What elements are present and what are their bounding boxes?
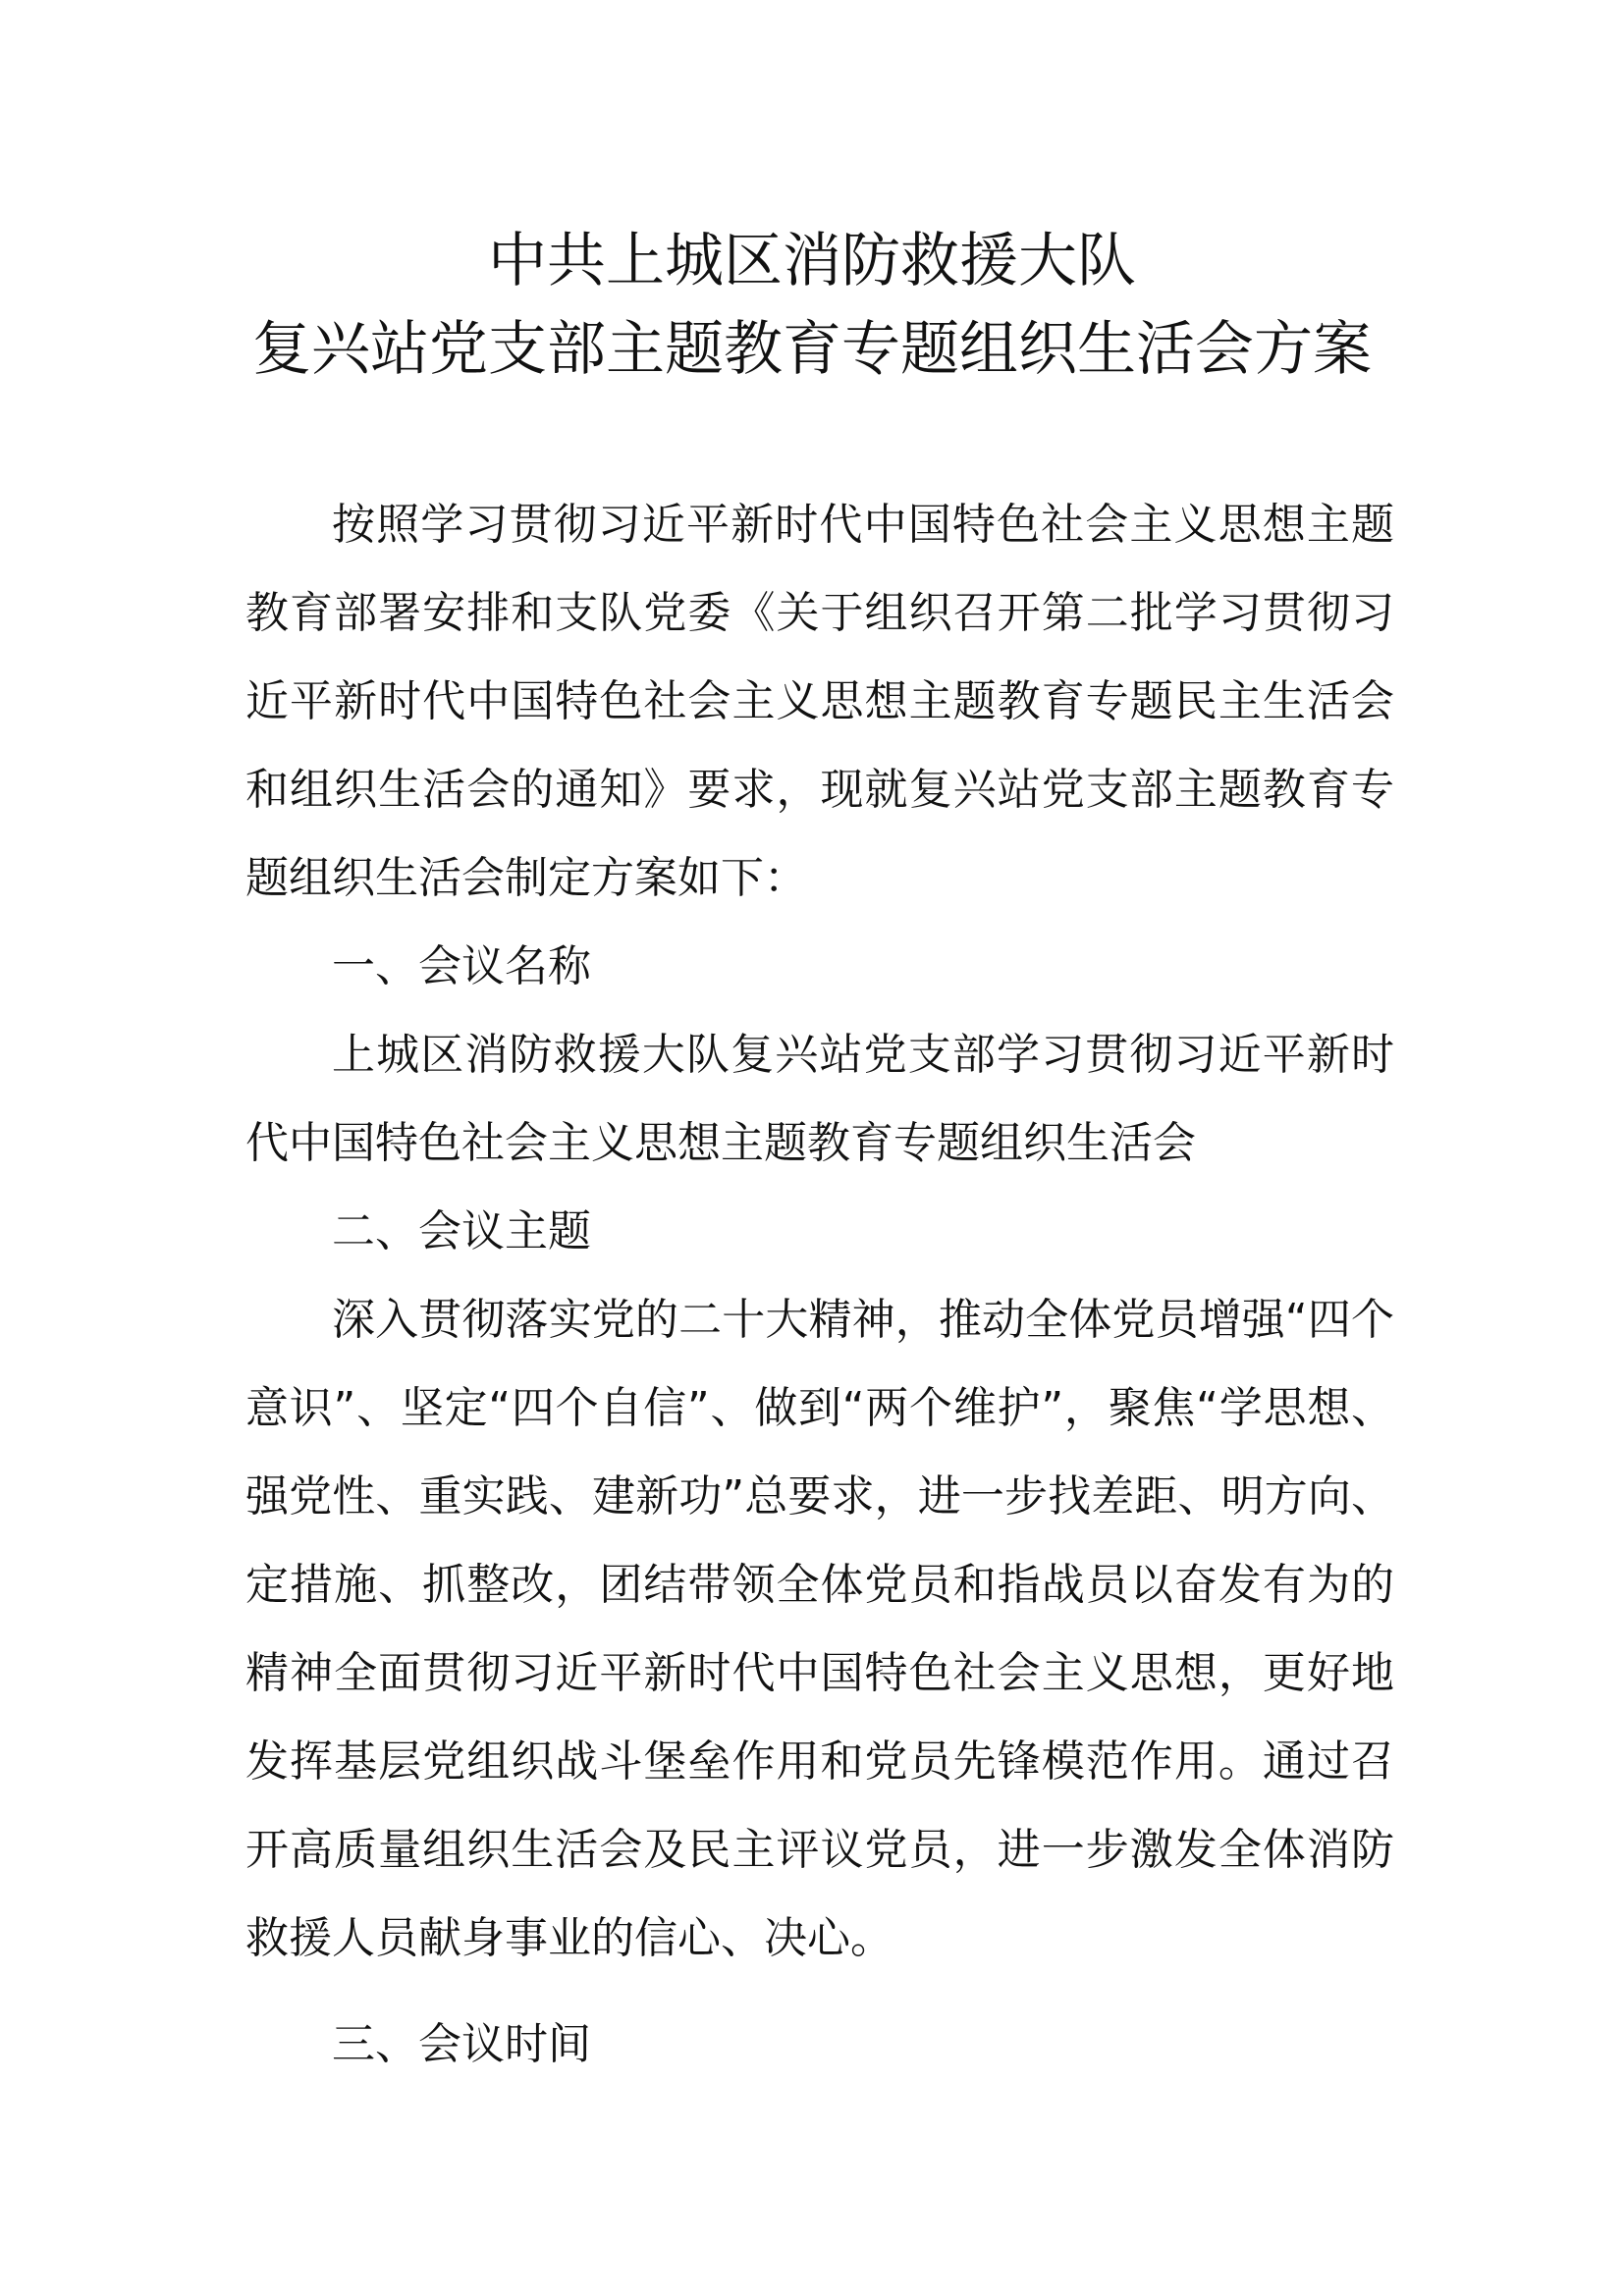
section-3-heading: 三、会议时间 <box>332 2019 591 2069</box>
intro-paragraph: 按照学习贯彻习近平新时代中国特色社会主义思想主题教育部署安排和支队党委《关于组织召开第二批学习贯彻习近平新时代中国特色社会主义思想主题教育专题民主生活会和组织生活会的通知》要求，现就复兴站党支部主题教育专题组织生活会制定方案如下： <box>245 500 1394 903</box>
section-2-heading: 二、会议主题 <box>332 1206 591 1256</box>
section-1-heading: 一、会议名称 <box>332 941 591 991</box>
section-2-body: 深入贯彻落实党的二十大精神，推动全体党员增强“四个意识”、坚定“四个自信”、做到“两个维护”，聚焦“学思想、强党性、重实践、建新功”总要求，进一步找差距、明方向、定措施、抓整改，团结带领全体党员和指战员以奋发有为的精神全面贯彻习近平新时代中国特色社会主义思想，更好地发挥基层党组织战斗堡垒作用和党员先锋模范作用。通过召开高质量组织生活会及民主评议党员，进一步激发全体消防救援人员献身事业的信心、决心。 <box>245 1295 1394 1963</box>
section-spacer <box>245 1983 1394 2001</box>
document-body <box>245 481 1394 2089</box>
document-title-line-1: 中共上城区消防救援大队 <box>488 227 1136 295</box>
document-title-line-2: 复兴站党支部主题教育专题组织生活会方案 <box>252 315 1372 384</box>
section-1-body: 上城区消防救援大队复兴站党支部学习贯彻习近平新时代中国特色社会主义思想主题教育专题组织生活会 <box>245 1030 1394 1168</box>
